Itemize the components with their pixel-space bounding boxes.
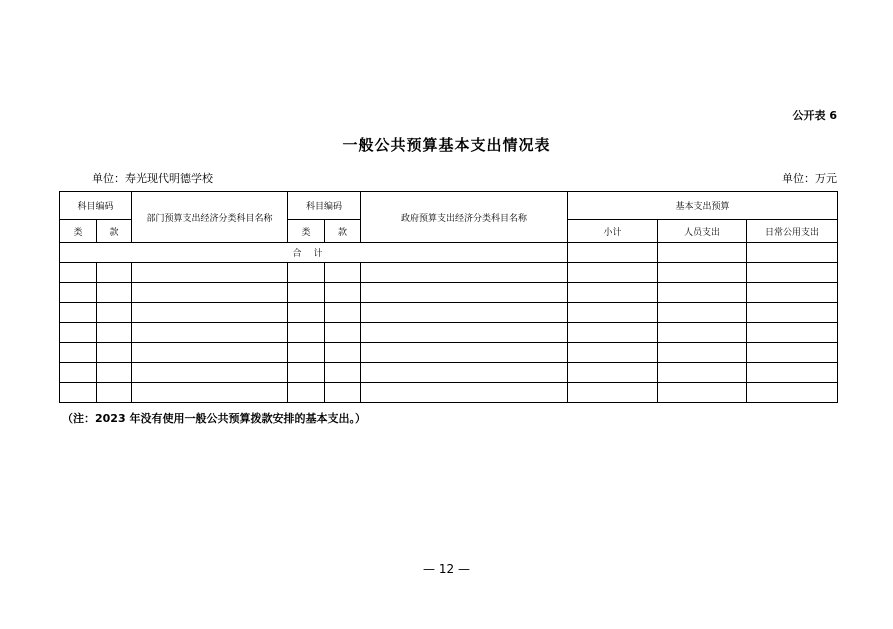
table-cell — [288, 343, 325, 363]
table-row — [60, 383, 838, 403]
table-row — [60, 303, 838, 323]
table-cell — [60, 263, 97, 283]
table-cell — [60, 383, 97, 403]
table-cell — [568, 383, 658, 403]
table-cell — [747, 283, 838, 303]
table-cell — [325, 383, 361, 403]
page-number: — 12 — — [423, 562, 470, 576]
table-row — [60, 263, 838, 283]
table-cell — [747, 303, 838, 323]
table-cell — [658, 343, 747, 363]
table-cell — [658, 303, 747, 323]
table-row — [60, 283, 838, 303]
table-cell — [325, 343, 361, 363]
table-cell — [97, 303, 132, 323]
table-cell — [132, 343, 288, 363]
table-cell — [288, 283, 325, 303]
table-cell — [747, 383, 838, 403]
table-cell — [568, 303, 658, 323]
table-cell — [97, 283, 132, 303]
total-subtotal-cell — [568, 243, 658, 263]
table-cell — [361, 343, 568, 363]
table-cell — [568, 263, 658, 283]
table-row — [60, 363, 838, 383]
table-cell — [658, 283, 747, 303]
table-cell — [361, 303, 568, 323]
total-public-cell — [747, 243, 838, 263]
total-label-cell — [60, 243, 568, 263]
basic-budget-header: 基本支出预算 — [568, 192, 838, 220]
table-cell — [325, 283, 361, 303]
table-cell — [568, 283, 658, 303]
table-cell — [568, 363, 658, 383]
table-row — [60, 323, 838, 343]
lei-header: 类 — [60, 220, 97, 243]
table-cell — [568, 343, 658, 363]
table-cell — [132, 263, 288, 283]
table-cell — [658, 383, 747, 403]
table-cell — [361, 383, 568, 403]
table-cell — [97, 383, 132, 403]
table-cell — [97, 343, 132, 363]
table-cell — [60, 343, 97, 363]
table-cell — [97, 323, 132, 343]
table-cell — [97, 263, 132, 283]
gov-code-header: 科目编码 — [288, 192, 361, 220]
table-cell — [747, 343, 838, 363]
page-title: 一般公共预算基本支出情况表 — [342, 136, 551, 154]
table-cell — [288, 363, 325, 383]
table-cell — [288, 323, 325, 343]
table-cell — [325, 263, 361, 283]
table-cell — [568, 323, 658, 343]
table-cell — [132, 303, 288, 323]
table-cell — [325, 363, 361, 383]
gov-name-header: 政府预算支出经济分类科目名称 — [361, 192, 568, 243]
table-cell — [60, 363, 97, 383]
personnel-header: 人员支出 — [658, 220, 747, 243]
table-cell — [132, 283, 288, 303]
table-cell — [361, 283, 568, 303]
table-cell — [658, 263, 747, 283]
unit-org: 单位：寿光现代明德学校 — [92, 172, 213, 185]
unit-currency: 单位：万元 — [782, 172, 837, 185]
table-cell — [288, 263, 325, 283]
table-cell — [658, 363, 747, 383]
table-cell — [60, 323, 97, 343]
table-cell — [361, 323, 568, 343]
table-cell — [747, 323, 838, 343]
table-cell — [325, 303, 361, 323]
table-cell — [325, 323, 361, 343]
table-cell — [132, 363, 288, 383]
kuan-header-2: 款 — [325, 220, 361, 243]
table-cell — [288, 383, 325, 403]
footnote: （注：2023 年没有使用一般公共预算拨款安排的基本支出。） — [62, 412, 366, 425]
budget-table — [59, 191, 838, 403]
dept-code-header: 科目编码 — [60, 192, 132, 220]
subtotal-header: 小计 — [568, 220, 658, 243]
table-cell — [747, 363, 838, 383]
table-cell — [60, 283, 97, 303]
table-cell — [288, 303, 325, 323]
table-cell — [97, 363, 132, 383]
dept-name-header: 部门预算支出经济分类科目名称 — [132, 192, 288, 243]
table-cell — [60, 303, 97, 323]
kuan-header: 款 — [97, 220, 132, 243]
table-tag: 公开表 6 — [792, 109, 837, 122]
table-cell — [132, 323, 288, 343]
total-personnel-cell — [658, 243, 747, 263]
table-cell — [361, 363, 568, 383]
total-label: 合计 — [292, 249, 335, 259]
table-cell — [361, 263, 568, 283]
table-cell — [658, 323, 747, 343]
public-header: 日常公用支出 — [747, 220, 838, 243]
lei-header-2: 类 — [288, 220, 325, 243]
table-cell — [132, 383, 288, 403]
table-cell — [747, 263, 838, 283]
table-row — [60, 343, 838, 363]
total-row — [60, 243, 838, 263]
